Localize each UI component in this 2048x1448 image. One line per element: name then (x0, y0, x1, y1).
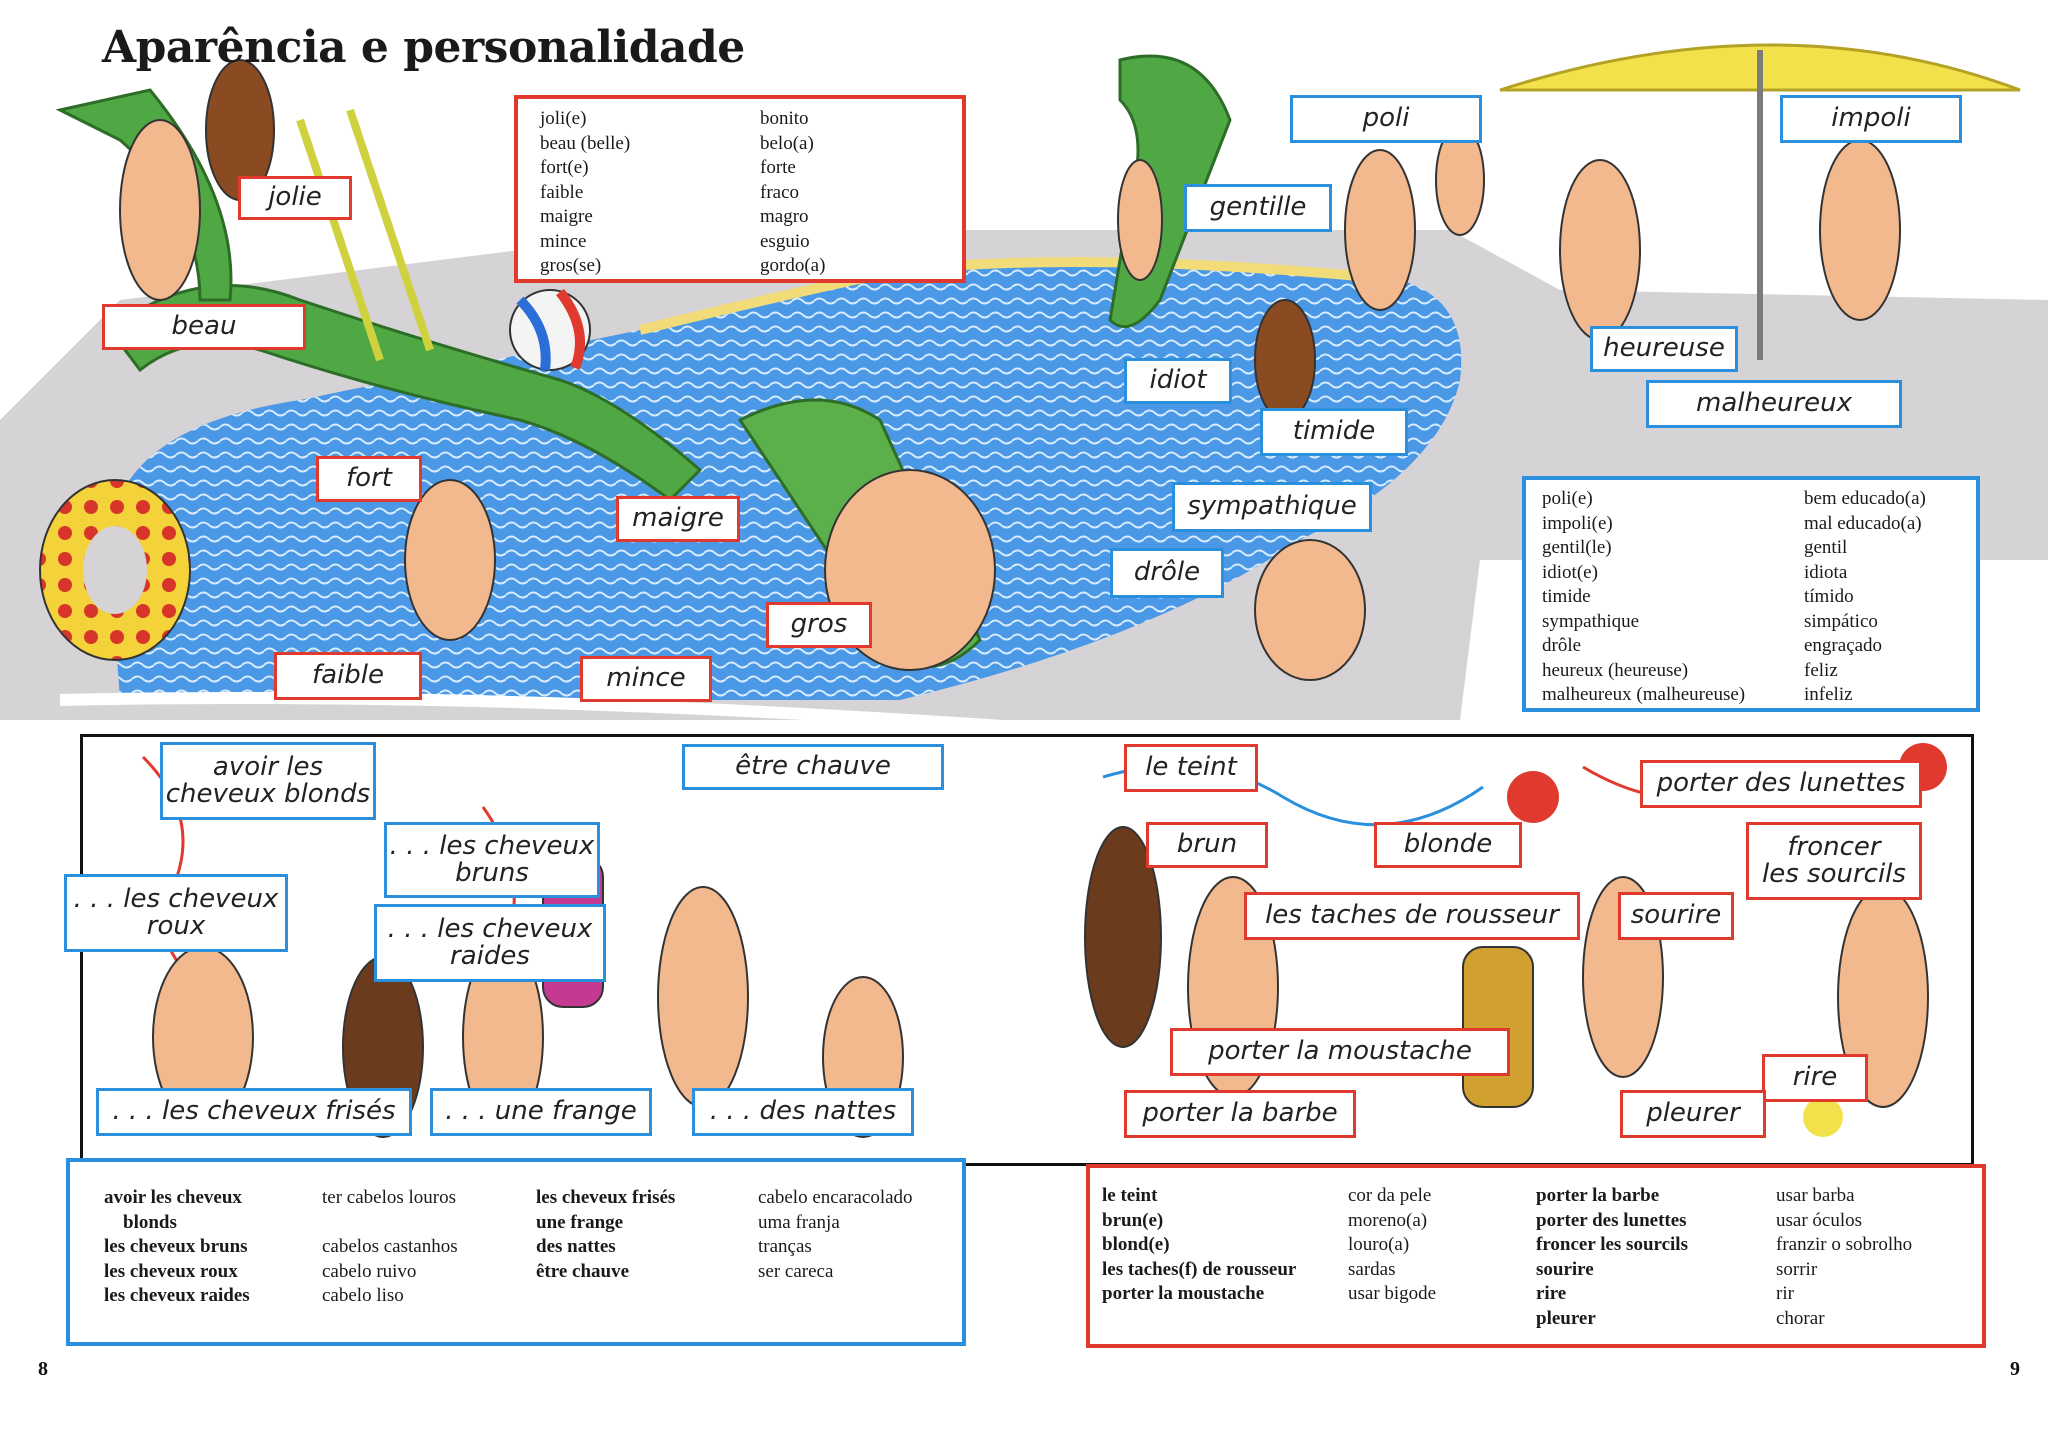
vocab-item: forte (760, 157, 796, 178)
vocab-item: engraçado (1804, 635, 1883, 656)
vocab-item: pleurer (1536, 1307, 1596, 1329)
label-cheveux-frises: . . . les cheveux frisés (96, 1088, 412, 1136)
label-sourire: sourire (1618, 892, 1734, 940)
label-jolie: jolie (238, 176, 352, 220)
page-title: Aparência e personalidade (102, 22, 745, 73)
vocab-item: sardas (1348, 1258, 1396, 1280)
vocab-hair-fr-column-2 (536, 1186, 675, 1284)
vocab-item: mince (540, 230, 587, 252)
vocab-item: chorar (1776, 1307, 1825, 1329)
label-taches-rousseur: les taches de rousseur (1244, 892, 1580, 940)
label-cheveux-blonds: avoir les cheveux blonds (160, 742, 376, 820)
vocab-face-pt-column-1 (1348, 1184, 1436, 1307)
vocab-item: sympathique (1542, 610, 1640, 632)
vocab-hair-pt-column-2 (758, 1186, 913, 1284)
vocab-item: tímido (1804, 586, 1854, 607)
label-une-frange: . . . une frange (430, 1088, 652, 1136)
vocab-item: usar bigode (1348, 1283, 1437, 1304)
vocab-face-fr-column-1 (1102, 1184, 1296, 1307)
vocab-item: drôle (1542, 635, 1582, 656)
label-cheveux-raides: . . . les cheveux raides (374, 904, 606, 982)
vocab-item: gros(se) (540, 255, 602, 276)
vocab-item: usar barba (1776, 1185, 1855, 1206)
vocab-item: le teint (1102, 1185, 1158, 1206)
page-number-left: 8 (38, 1358, 48, 1380)
vocab-item: timide (1542, 586, 1591, 607)
vocab-face-pt-column-2 (1776, 1184, 1912, 1331)
vocab-item: gentil(le) (1542, 537, 1612, 558)
vocab-item: louro(a) (1348, 1234, 1410, 1255)
vocab-item: les taches(f) de rousseur (1102, 1258, 1297, 1280)
vocab-item: infeliz (1804, 684, 1853, 705)
vocab-item: cabelo liso (322, 1285, 404, 1306)
vocab-item: porter des lunettes (1536, 1209, 1687, 1231)
label-mince: mince (580, 656, 712, 702)
label-idiot: idiot (1124, 358, 1232, 404)
vocab-item (322, 1211, 458, 1236)
vocab-item: porter la barbe (1536, 1185, 1660, 1206)
vocab-item: cabelo ruivo (322, 1260, 417, 1282)
vocab-hair-fr-column-1 (104, 1186, 250, 1309)
label-porter-lunettes: porter des lunettes (1640, 760, 1922, 808)
vocab-item: faible (540, 181, 584, 203)
label-des-nattes: . . . des nattes (692, 1088, 914, 1136)
vocab-item: brun(e) (1102, 1209, 1164, 1231)
vocab-item: joli(e) (540, 108, 587, 129)
vocab-item: avoir les cheveux (104, 1187, 242, 1208)
vocab-item: une frange (536, 1211, 624, 1233)
vocab-item: les cheveux roux (104, 1260, 238, 1282)
vocab-item: bem educado(a) (1804, 488, 1926, 509)
label-blonde: blonde (1374, 822, 1522, 868)
vocab-item: cabelo encaracolado (758, 1187, 913, 1208)
label-porter-moustache: porter la moustache (1170, 1028, 1510, 1076)
vocab-item: magro (760, 206, 809, 227)
vocab-item: bonito (760, 108, 809, 129)
vocab-item: idiot(e) (1542, 561, 1598, 583)
vocab-item: simpático (1804, 610, 1878, 632)
label-etre-chauve: être chauve (682, 744, 944, 790)
label-rire: rire (1762, 1054, 1868, 1102)
label-impoli: impoli (1780, 95, 1962, 143)
vocab-item: poli(e) (1542, 488, 1593, 509)
vocab-item: les cheveux bruns (104, 1236, 248, 1257)
vocab-item: impoli(e) (1542, 512, 1613, 534)
vocab-item: porter la moustache (1102, 1283, 1265, 1304)
label-sympathique: sympathique (1172, 482, 1372, 532)
vocab-item: des nattes (536, 1236, 616, 1257)
label-fort: fort (316, 456, 422, 502)
vocab-item: les cheveux frisés (536, 1187, 676, 1208)
vocab-item: belo(a) (760, 132, 814, 154)
vocab-item: rire (1536, 1283, 1567, 1304)
label-gentille: gentille (1184, 184, 1332, 232)
label-cheveux-bruns: . . . les cheveux bruns (384, 822, 600, 898)
vocab-item: cabelos castanhos (322, 1236, 458, 1257)
vocab-item: beau (belle) (540, 132, 631, 154)
label-maigre: maigre (616, 496, 740, 542)
vocab-item: uma franja (758, 1211, 840, 1233)
vocab-item: esguio (760, 230, 810, 252)
label-timide: timide (1260, 408, 1408, 456)
vocab-item: usar óculos (1776, 1209, 1863, 1231)
vocab-item: ter cabelos louros (322, 1187, 457, 1208)
label-le-teint: le teint (1124, 744, 1258, 792)
vocab-item: moreno(a) (1348, 1209, 1428, 1231)
vocab-item: idiota (1804, 561, 1848, 583)
vocab-item: sourire (1536, 1258, 1594, 1280)
vocab-item: franzir o sobrolho (1776, 1234, 1913, 1255)
vocab-item: blond(e) (1102, 1234, 1170, 1255)
vocab-item: tranças (758, 1236, 812, 1257)
label-froncer-sourcils: froncer les sourcils (1746, 822, 1922, 900)
vocab-item: gordo(a) (760, 255, 826, 276)
vocab-item: sorrir (1776, 1258, 1818, 1280)
vocab-item: cor da pele (1348, 1185, 1432, 1206)
vocab-item: ser careca (758, 1260, 834, 1282)
label-porter-barbe: porter la barbe (1124, 1090, 1356, 1138)
page-number-right: 9 (2010, 1358, 2020, 1380)
label-gros: gros (766, 602, 872, 648)
label-poli: poli (1290, 95, 1482, 143)
label-cheveux-roux: . . . les cheveux roux (64, 874, 288, 952)
label-heureuse: heureuse (1590, 326, 1738, 372)
vocab-item: feliz (1804, 659, 1838, 681)
vocab-item: mal educado(a) (1804, 512, 1922, 534)
label-faible: faible (274, 652, 422, 700)
vocab-item: rir (1776, 1283, 1794, 1304)
label-malheureux: malheureux (1646, 380, 1902, 428)
label-beau: beau (102, 304, 306, 350)
vocab-item: froncer les sourcils (1536, 1234, 1688, 1255)
vocab-item: fraco (760, 181, 800, 203)
vocab-face-fr-column-2 (1536, 1184, 1688, 1331)
vocab-item: heureux (heureuse) (1542, 659, 1689, 681)
vocab-item: fort(e) (540, 157, 589, 178)
vocab-personality-pt-column (1804, 487, 1926, 708)
vocab-item: malheureux (malheureuse) (1542, 684, 1746, 705)
vocab-item: gentil (1804, 537, 1848, 558)
label-brun: brun (1146, 822, 1268, 868)
vocab-personality-fr-column (1542, 487, 1745, 708)
label-pleurer: pleurer (1620, 1090, 1766, 1138)
vocab-hair-pt-column-1 (322, 1186, 458, 1309)
vocab-item: être chauve (536, 1260, 630, 1282)
vocab-item: blonds (104, 1211, 177, 1233)
vocab-appearance-pt-column (760, 107, 825, 279)
label-drole: drôle (1110, 548, 1224, 598)
vocab-item: les cheveux raides (104, 1285, 250, 1306)
vocab-item: maigre (540, 206, 593, 227)
vocab-appearance-fr-column (540, 107, 630, 279)
